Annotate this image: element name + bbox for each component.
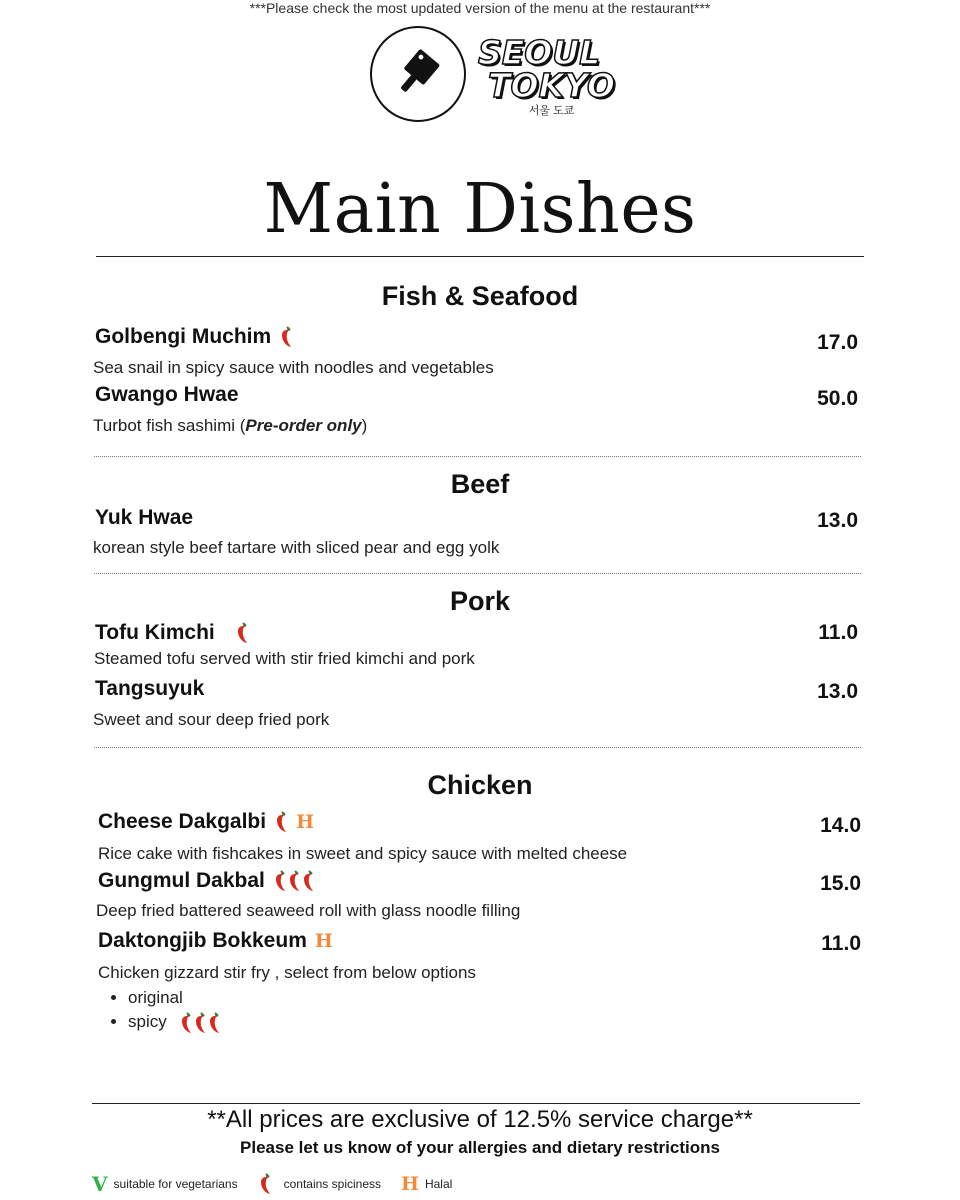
dish-price: 15.0 bbox=[820, 872, 861, 895]
chili-icon bbox=[207, 1012, 221, 1034]
dish-name bbox=[95, 383, 239, 407]
halal-icon: H bbox=[296, 811, 315, 833]
legend-spicy bbox=[258, 1173, 381, 1195]
chili-icon bbox=[274, 811, 288, 833]
option-spicy bbox=[128, 1010, 221, 1034]
section-title-fish: Fish & Seafood bbox=[381, 281, 579, 311]
section-divider bbox=[94, 573, 861, 574]
brand-korean: 서울 도쿄 bbox=[528, 105, 575, 117]
dish-description bbox=[93, 416, 367, 436]
chili-icon bbox=[179, 1012, 193, 1034]
spicy-level-3 bbox=[179, 1012, 221, 1034]
legend-label: Halal bbox=[424, 1177, 453, 1191]
dish-name bbox=[98, 929, 333, 953]
dish-name-text: Daktongjib Bokkeum bbox=[98, 929, 307, 952]
dish-name bbox=[98, 869, 315, 893]
dish-name-text: Yuk Hwae bbox=[95, 506, 194, 529]
service-charge-note: **All prices are exclusive of 12.5% service charge** bbox=[207, 1106, 753, 1133]
legend-label: contains spiciness bbox=[283, 1177, 381, 1191]
menu-notice: ***Please check the most updated version of the menu at the restaurant*** bbox=[249, 0, 711, 16]
option-label: spicy bbox=[128, 1012, 167, 1031]
dish-name-text: Tangsuyuk bbox=[95, 677, 205, 700]
dish-name bbox=[98, 810, 314, 834]
dish-price: 50.0 bbox=[817, 387, 858, 410]
halal-icon: H bbox=[401, 1173, 419, 1195]
halal-icon: H bbox=[314, 930, 333, 952]
legend-label: suitable for vegetarians bbox=[113, 1177, 238, 1191]
section-divider bbox=[94, 747, 861, 748]
chili-icon bbox=[193, 1012, 207, 1034]
brand-line-2: TOKYO bbox=[488, 66, 615, 105]
dish-price: 14.0 bbox=[820, 814, 861, 837]
dish-price: 11.0 bbox=[818, 621, 858, 644]
dish-price: 13.0 bbox=[817, 680, 858, 703]
cleaver-icon bbox=[390, 46, 448, 104]
dish-description: Sweet and sour deep fried pork bbox=[93, 710, 330, 729]
dish-description: Steamed tofu served with stir fried kimchi and pork bbox=[94, 649, 475, 668]
dish-options bbox=[98, 986, 221, 1034]
legend-vegetarian bbox=[92, 1172, 238, 1196]
legend-halal bbox=[401, 1173, 452, 1195]
legend bbox=[92, 1172, 466, 1196]
section-title-chicken: Chicken bbox=[427, 770, 533, 800]
footer-divider bbox=[92, 1103, 860, 1104]
chili-icon bbox=[235, 622, 249, 644]
page-title: Main Dishes bbox=[263, 170, 697, 249]
spicy-level-3 bbox=[273, 870, 315, 892]
dish-name bbox=[95, 677, 204, 701]
title-divider bbox=[96, 256, 864, 257]
chili-icon bbox=[287, 870, 301, 892]
dish-description: korean style beef tartare with sliced pear and egg yolk bbox=[93, 538, 500, 557]
dish-description: Deep fried battered seaweed roll with glass noodle filling bbox=[96, 901, 521, 920]
dish-price: 11.0 bbox=[821, 932, 861, 955]
dish-name-text: Tofu Kimchi bbox=[95, 621, 215, 644]
section-title-beef: Beef bbox=[450, 469, 510, 499]
dish-price: 13.0 bbox=[817, 509, 858, 532]
logo-badge bbox=[370, 26, 466, 122]
section-divider bbox=[94, 456, 861, 457]
chili-icon bbox=[258, 1173, 272, 1195]
dish-price: 17.0 bbox=[817, 331, 858, 354]
dish-name bbox=[95, 621, 249, 645]
vegetarian-icon: V bbox=[92, 1172, 108, 1196]
dish-description: Sea snail in spicy sauce with noodles and vegetables bbox=[93, 358, 494, 377]
dish-name bbox=[95, 325, 293, 349]
allergy-note: Please let us know of your allergies and dietary restrictions bbox=[240, 1138, 720, 1157]
chili-icon bbox=[301, 870, 315, 892]
desc-prefix: Turbot fish sashimi ( bbox=[93, 416, 246, 435]
dish-description: Chicken gizzard stir fry , select from below options bbox=[98, 963, 476, 982]
chili-icon bbox=[279, 326, 293, 348]
section-title-pork: Pork bbox=[449, 586, 511, 616]
dish-name-text: Gwango Hwae bbox=[95, 383, 239, 406]
dish-name-text: Golbengi Muchim bbox=[95, 325, 272, 348]
pre-order-note: Pre-order only bbox=[245, 416, 362, 435]
brand-line-1: SEOUL bbox=[478, 33, 601, 72]
desc-suffix: ) bbox=[361, 416, 368, 435]
brand-logo bbox=[478, 33, 615, 118]
dish-description: Rice cake with fishcakes in sweet and spicy sauce with melted cheese bbox=[98, 844, 628, 863]
dish-name-text: Cheese Dakgalbi bbox=[98, 810, 267, 833]
option-label: original bbox=[128, 988, 183, 1007]
option-original bbox=[128, 986, 221, 1010]
chili-icon bbox=[273, 870, 287, 892]
dish-name bbox=[95, 506, 193, 530]
dish-name-text: Gungmul Dakbal bbox=[98, 869, 265, 892]
